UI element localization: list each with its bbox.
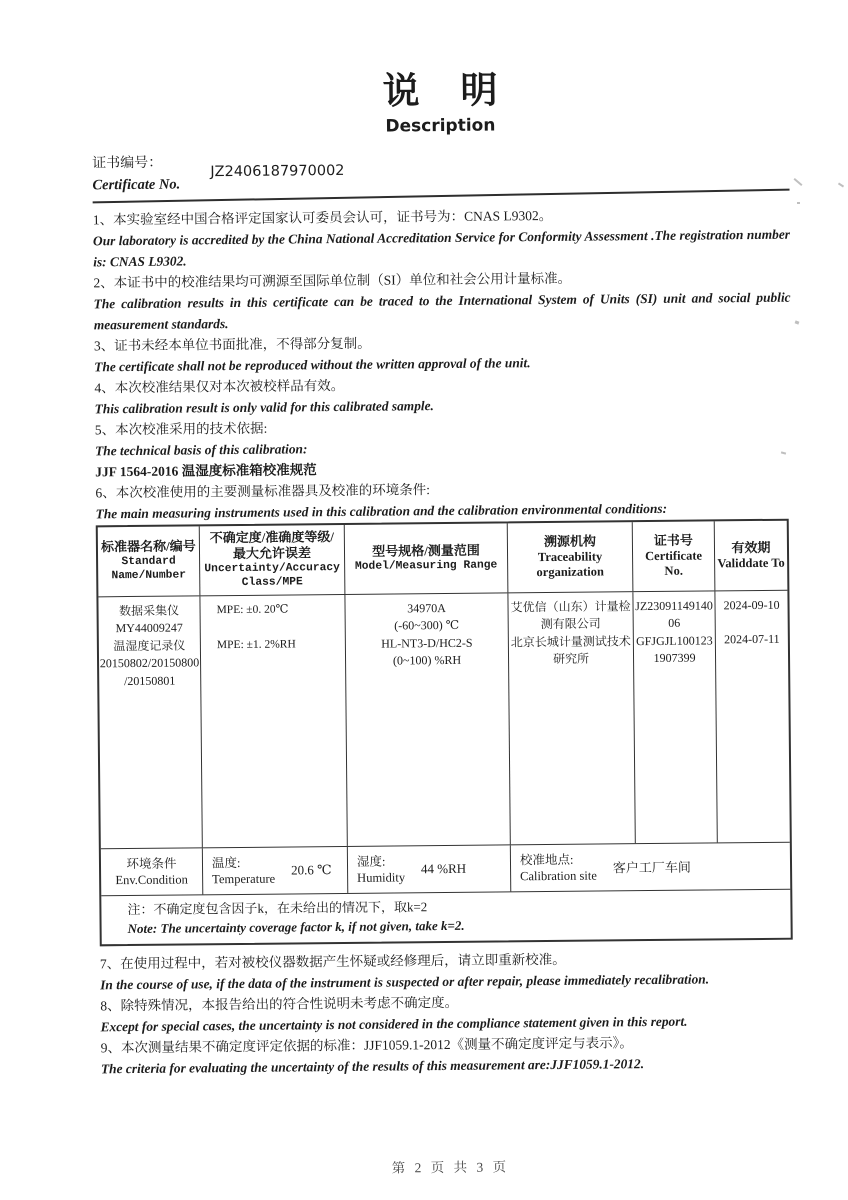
notice-item-6 — [95, 475, 792, 524]
notice-list — [93, 203, 793, 525]
header-certificate-no-en1: Certificate — [645, 548, 703, 563]
header-uncertainty-cn1: 不确定度/准确度等级/ — [209, 528, 335, 546]
note-row — [101, 890, 790, 945]
notice-item-2-cn: 2、本证书中的校准结果均可溯源至国际单位制（SI）单位和社会公用计量标准。 — [93, 270, 572, 291]
traceability-line: 北京长城计量测试技术 — [510, 634, 631, 650]
traceability-line: 研究所 — [552, 651, 590, 667]
standard-name-line: 温湿度记录仪 — [113, 638, 186, 654]
model-line: (0~100) %RH — [392, 653, 462, 668]
header-model-range-en: Model/Measuring Range — [354, 559, 498, 573]
header-traceability-en2: organization — [536, 564, 604, 580]
notice-item-5-cn: 5、本次校准采用的技术依据: — [94, 420, 268, 438]
environment-row — [101, 843, 790, 897]
certificate-number-block — [92, 146, 789, 198]
scan-speck — [838, 183, 844, 188]
header-model-range-cn: 型号规格/测量范围 — [372, 542, 480, 559]
header-uncertainty-cn2: 最大允许误差 — [232, 545, 312, 561]
mpe-humidity: MPE: ±1. 2%RH — [216, 638, 296, 652]
env-humidity-cell — [348, 845, 511, 893]
notice-item-9 — [101, 1030, 798, 1079]
standard-name-line: 数据采集仪 — [118, 603, 180, 618]
notice-item-1-cn: 1、本实验室经中国合格评定国家认可委员会认可，证书号为：CNAS L9302。 — [92, 207, 553, 228]
mpe-temperature: MPE: ±0. 20℃ — [216, 603, 289, 617]
cell-mpe — [200, 595, 347, 847]
notice-item-2 — [93, 266, 791, 336]
notice-item-1-en: Our laboratory is accredited by the China National Accreditation Service for Conformity Assessment .The registration number is: CNAS L9302. — [92, 226, 791, 270]
env-condition-en: Env.Condition — [115, 872, 188, 888]
env-temperature-cell — [203, 847, 348, 894]
env-site-cell — [511, 843, 790, 892]
notice-item-9-en: The criteria for evaluating the uncertainty of the results of this measurement are:JJF1059.1-2012. — [100, 1055, 645, 1077]
calibration-site-label-en: Calibration site — [520, 868, 597, 884]
header-certificate-no-en2: No. — [664, 564, 683, 579]
notice-item-5-standard-ref: JJF 1564-2016 温湿度标准箱校准规范 — [95, 462, 317, 480]
header-certificate-no — [633, 521, 716, 591]
notice-item-3-en: The certificate shall not be reproduced without the written approval of the unit. — [94, 355, 531, 375]
page-number: 第 2 页 共 3 页 — [391, 1159, 510, 1176]
certificate-no-line: 06 — [668, 616, 681, 631]
notice-item-7-en: In the course of use, if the data of the instrument is suspected or after repair, please immediately recalibration. — [100, 971, 710, 993]
notice-item-7 — [100, 946, 797, 995]
table-header-row — [98, 521, 788, 598]
certificate-no-line: JZ23091149140 — [635, 598, 713, 614]
header-uncertainty-en2: Class/MPE — [241, 576, 303, 590]
notice-item-5-en: The technical basis of this calibration: — [94, 441, 308, 459]
temperature-label-cn: 温度: — [211, 855, 241, 871]
header-standard-name-en1: Standard — [121, 555, 176, 568]
notice-item-8-cn: 8、除特殊情况，本报告给出的符合性说明未考虑不确定度。 — [100, 994, 459, 1014]
humidity-label-en: Humidity — [357, 870, 406, 885]
certificate-number: JZ2406187970002 — [210, 162, 345, 181]
traceability-line: 艾优信（山东）计量检 — [510, 599, 631, 615]
standards-table — [96, 519, 793, 947]
traceability-line: 测有限公司 — [540, 616, 601, 632]
scan-speck — [794, 178, 803, 186]
notice-item-7-cn: 7、在使用过程中，若对被校仪器数据产生怀疑或经修理后，请立即重新校准。 — [99, 951, 566, 972]
note-en: Note: The uncertainty coverage factor k, if not given, take k=2. — [127, 917, 465, 936]
notice-item-2-en: The calibration results in this certificate can be traced to the International System of Units (SI) unit and social public measurement standards. — [93, 289, 791, 333]
page-title: 说 明 — [382, 68, 512, 113]
standard-name-line: MY44009247 — [115, 620, 183, 636]
header-traceability-cn: 溯源机构 — [543, 533, 596, 549]
notice-item-6-en: The main measuring instruments used in this calibration and the calibration environmental conditions: — [95, 500, 668, 522]
temperature-label-en: Temperature — [212, 871, 276, 887]
cell-traceability — [508, 592, 635, 844]
cell-model-range — [345, 593, 510, 846]
standard-name-line: 20150802/20150800 — [99, 655, 200, 671]
header-valid-date-cn: 有效期 — [731, 539, 771, 555]
header-uncertainty — [200, 525, 346, 595]
certificate-no-line: 1907399 — [653, 650, 696, 666]
header-traceability — [508, 522, 634, 592]
notice-item-8 — [100, 988, 797, 1037]
scan-speck — [797, 202, 800, 204]
cell-certificate-no — [633, 591, 717, 843]
notice-item-4-cn: 4、本次校准结果仅对本次被校样品有效。 — [94, 377, 345, 396]
header-valid-date-en: Validdate To — [717, 555, 785, 570]
header-uncertainty-en1: Uncertainty/Accuracy — [204, 561, 341, 576]
valid-date-line: 2024-07-11 — [724, 632, 780, 647]
notice-item-6-cn: 6、本次校准使用的主要测量标准器具及校准的环境条件: — [95, 481, 430, 501]
notice-item-9-cn: 9、本次测量结果不确定度评定依据的标准：JJF1059.1-2012《测量不确定度评定与表示》。 — [100, 1035, 633, 1056]
table-data-row — [98, 591, 789, 850]
scan-speck — [795, 320, 800, 324]
notice-item-4 — [94, 371, 791, 420]
certificate-no-line: GFJGJL100123 — [635, 633, 713, 649]
calibration-site-value: 客户工厂车间 — [612, 859, 691, 876]
page-content — [91, 0, 799, 1179]
notice-item-5 — [95, 412, 793, 482]
notice-item-3 — [94, 329, 791, 378]
header-model-range — [345, 523, 509, 594]
model-line: 34970A — [407, 600, 446, 616]
standard-name-line: /20150801 — [123, 673, 176, 688]
notice-item-8-en: Except for special cases, the uncertainty is not considered in the compliance statement given in this report. — [100, 1013, 688, 1035]
note-cn: 注：不确定度包含因子k，在未给出的情况下，取k=2 — [127, 899, 428, 917]
certificate-label-en: Certificate No. — [92, 176, 181, 194]
notice-list-bottom — [100, 946, 798, 1079]
humidity-label-cn: 湿度: — [356, 854, 386, 869]
valid-date-line: 2024-09-10 — [723, 597, 780, 613]
notice-item-3-cn: 3、证书未经本单位书面批准，不得部分复制。 — [93, 335, 371, 354]
calibration-site-label-cn: 校准地点: — [519, 852, 574, 868]
notice-item-4-en: This calibration result is only valid for this calibrated sample. — [94, 397, 434, 417]
page-subtitle: Description — [385, 115, 496, 137]
header-standard-name — [98, 526, 201, 596]
header-valid-date — [715, 521, 788, 591]
header-standard-name-cn: 标准器名称/编号 — [101, 538, 196, 555]
cell-standard-name — [98, 596, 202, 848]
model-line: (-60~300) ℃ — [394, 618, 460, 633]
notice-item-1 — [93, 203, 791, 273]
env-condition-label-cell — [101, 848, 203, 895]
header-certificate-no-cn: 证书号 — [653, 532, 693, 548]
header-standard-name-en2: Name/Number — [111, 569, 187, 583]
humidity-value: 44 %RH — [420, 860, 467, 877]
certificate-label-cn: 证书编号： — [92, 155, 163, 172]
env-condition-cn: 环境条件 — [126, 856, 177, 871]
header-traceability-en1: Traceability — [537, 549, 603, 564]
cell-valid-date — [715, 591, 789, 843]
model-line: HL-NT3-D/HC2-S — [381, 635, 473, 651]
temperature-value: 20.6 ℃ — [290, 861, 332, 878]
